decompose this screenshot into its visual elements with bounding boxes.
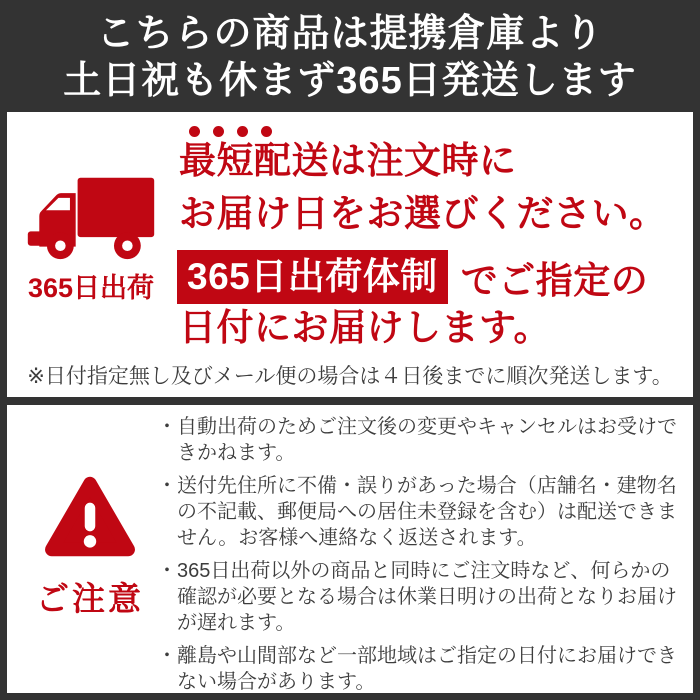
shipping-badge: 365日出荷体制 — [177, 250, 448, 304]
shipping-note: ※日付指定無し及びメール便の場合は４日後までに順次発送します。 — [27, 365, 673, 388]
caution-item: ・ 365日出荷以外の商品と同時にご注文時など、何らかの確認が必要となる場合は休業日明けの出荷となりお届けが遅れます。 — [157, 558, 687, 636]
emphasis-dots — [189, 126, 272, 137]
caution-figure — [25, 473, 155, 620]
truck-caption: 365日出荷 — [27, 273, 155, 303]
caution-item: ・ 自動出荷のためご注文後の変更やキャンセルはお受けできかねます。 — [157, 414, 687, 466]
delivery-truck-icon — [27, 172, 155, 262]
headline-line3: 日付にお届けします。 — [179, 307, 552, 348]
caution-item: ・ 送付先住所に不備・誤りがあった場合（店舗名・建物名の不記載、郵便局への居住未登録を含む）は配送できません。お客様へ連絡なく返送されます。 — [157, 473, 687, 551]
headline-line1: 最短配送は注文時に — [179, 140, 517, 181]
caution-caption: ご注意 — [36, 580, 144, 617]
badge-suffix: でご指定の — [460, 260, 649, 301]
caution-panel — [7, 405, 693, 693]
header-line1: こちらの商品は提携倉庫より — [96, 13, 604, 55]
shipping-info-panel — [7, 112, 693, 397]
header-banner — [0, 0, 700, 112]
emphasis-dot — [237, 126, 248, 137]
headline-line2: お届け日をお選びください。 — [179, 193, 667, 234]
emphasis-dot — [213, 126, 224, 137]
caution-item: ・ 離島や山間部など一部地域はご指定の日付にお届けできない場合があります。 — [157, 643, 687, 695]
emphasis-dot — [261, 126, 272, 137]
badge-row — [177, 250, 648, 304]
caution-list — [157, 414, 687, 700]
emphasis-dot — [189, 126, 200, 137]
warning-triangle-icon — [40, 473, 140, 561]
truck-figure — [17, 172, 165, 305]
header-line2: 土日祝も休まず365日発送します — [63, 60, 637, 102]
